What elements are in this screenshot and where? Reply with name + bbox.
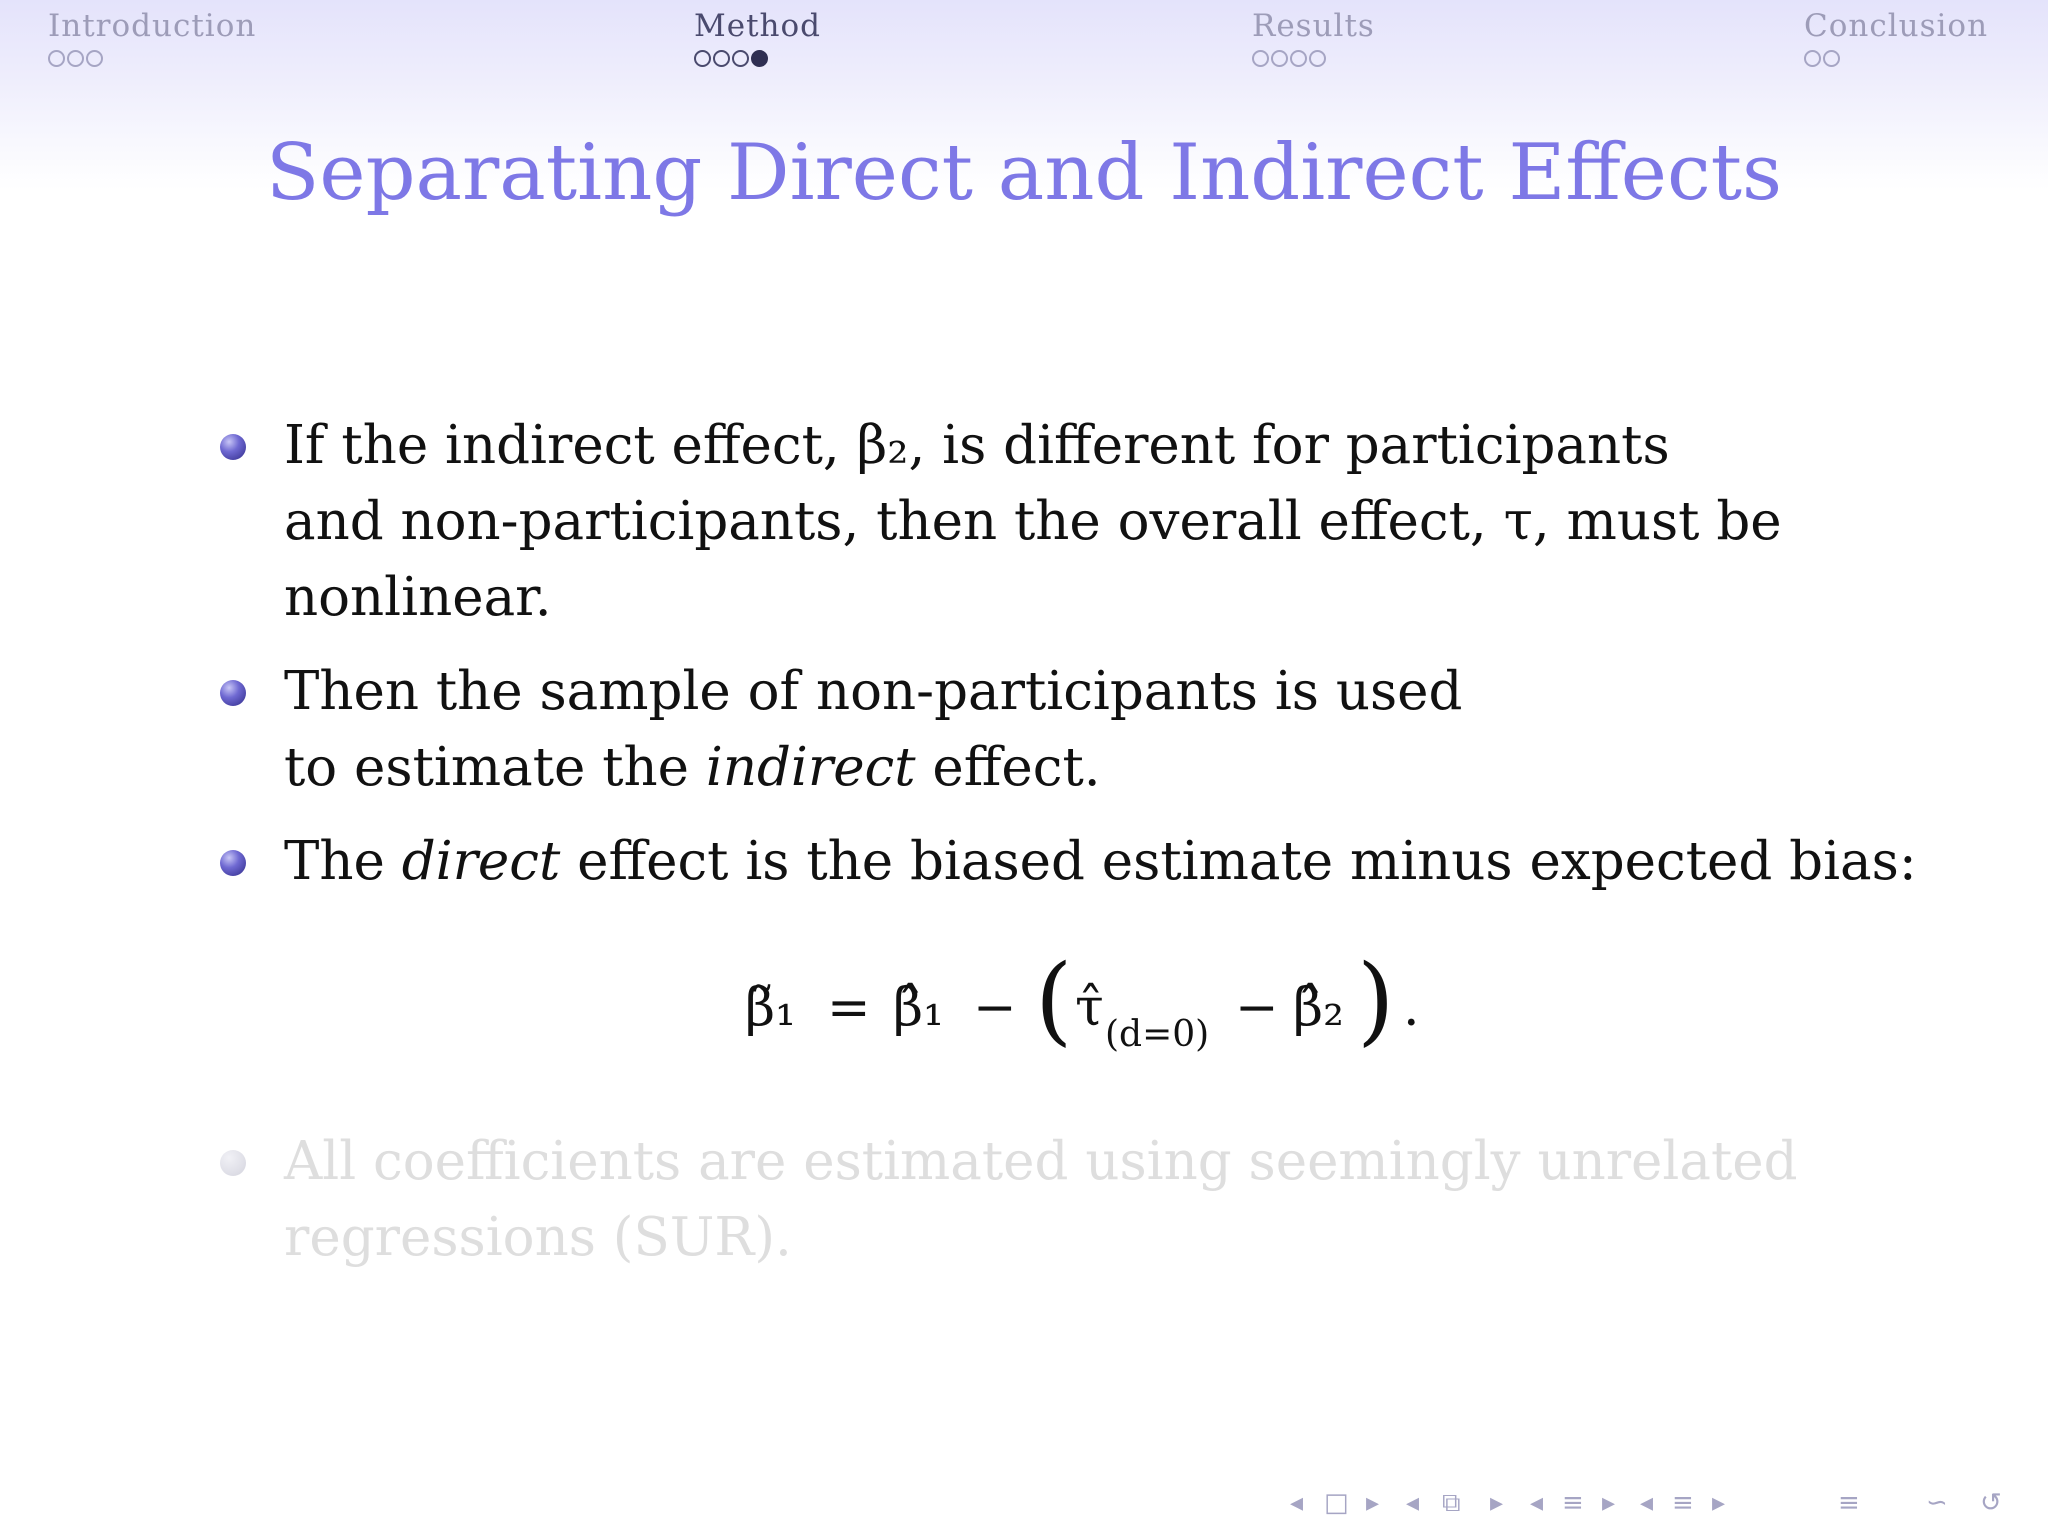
arrow-right-icon[interactable]: ▸: [1602, 1488, 1616, 1518]
slide-dot[interactable]: [1804, 50, 1821, 67]
equation-minus: −: [1235, 978, 1279, 1038]
bullet-line: nonlinear.: [284, 567, 552, 628]
bullet-icon: [220, 1150, 246, 1176]
section-icon[interactable]: ≡: [1562, 1488, 1584, 1518]
slide-dot[interactable]: [732, 50, 749, 67]
equation-tau: τ̂: [1075, 978, 1104, 1038]
bullet-line: The direct effect is the biased estimate minus expected bias:: [284, 831, 1917, 892]
equation-period: .: [1403, 978, 1420, 1038]
nav-slide-dots: [48, 50, 256, 72]
bullet-icon: [220, 850, 246, 876]
equation-equals: =: [827, 978, 871, 1038]
arrow-right-icon[interactable]: ▸: [1490, 1488, 1504, 1518]
arrow-right-icon[interactable]: ▸: [1366, 1488, 1380, 1518]
search-icon[interactable]: ∽: [1926, 1488, 1948, 1518]
equation-term: β̂₂: [1293, 978, 1344, 1038]
nav-section-label[interactable]: Method: [694, 8, 822, 44]
bullet-icon: [220, 680, 246, 706]
equation-close-paren: ): [1357, 944, 1395, 1056]
nav-section-introduction[interactable]: [48, 8, 256, 72]
slide-dot-current[interactable]: [751, 50, 768, 67]
slide-dot[interactable]: [1290, 50, 1307, 67]
slide-dot[interactable]: [713, 50, 730, 67]
bullet-line: If the indirect effect, β₂, is different for participants: [284, 415, 1670, 476]
section-icon[interactable]: ≡: [1672, 1488, 1694, 1518]
bullet-line: to estimate the indirect effect.: [284, 737, 1101, 798]
equation-tau-subscript: (d=0): [1105, 1014, 1210, 1055]
equation-open-paren: (: [1035, 944, 1073, 1056]
back-icon[interactable]: ↺: [1980, 1488, 2002, 1518]
equation-lhs: β̃₁: [745, 978, 796, 1038]
nav-slide-dots: [1252, 50, 1375, 72]
equation-direct-effect: [745, 944, 1445, 1078]
bullet-line: Then the sample of non-participants is used: [284, 661, 1463, 722]
slide-dot[interactable]: [48, 50, 65, 67]
slide-dot[interactable]: [694, 50, 711, 67]
subsection-icon[interactable]: ⧉: [1442, 1488, 1461, 1518]
arrow-left-icon[interactable]: ◂: [1640, 1488, 1654, 1518]
arrow-left-icon[interactable]: ◂: [1530, 1488, 1544, 1518]
arrow-left-icon[interactable]: ◂: [1290, 1488, 1304, 1518]
nav-slide-dots: [694, 50, 821, 72]
nav-section-method[interactable]: [694, 8, 821, 72]
slide-dot[interactable]: [67, 50, 84, 67]
align-icon[interactable]: ≡: [1838, 1488, 1860, 1518]
nav-section-label[interactable]: Introduction: [48, 8, 257, 44]
slide-dot[interactable]: [1252, 50, 1269, 67]
frame-icon[interactable]: □: [1324, 1488, 1349, 1518]
nav-slide-dots: [1804, 50, 1988, 72]
nav-section-label[interactable]: Conclusion: [1804, 8, 1989, 44]
nav-section-label[interactable]: Results: [1252, 8, 1375, 44]
nav-section-results[interactable]: [1252, 8, 1375, 72]
slide-dot[interactable]: [1309, 50, 1326, 67]
nav-section-conclusion[interactable]: [1804, 8, 1988, 72]
slide-dot[interactable]: [86, 50, 103, 67]
bullet-line: and non-participants, then the overall effect, τ, must be: [284, 491, 1782, 552]
bullet-line: All coefficients are estimated using seemingly unrelated: [284, 1131, 1798, 1192]
arrow-right-icon[interactable]: ▸: [1712, 1488, 1726, 1518]
slide-dot[interactable]: [1823, 50, 1840, 67]
equation-minus: −: [973, 978, 1017, 1038]
bullet-icon: [220, 434, 246, 460]
equation-term: β̂₁: [893, 978, 944, 1038]
slide-dot[interactable]: [1271, 50, 1288, 67]
bullet-line: regressions (SUR).: [284, 1207, 792, 1268]
arrow-left-icon[interactable]: ◂: [1406, 1488, 1420, 1518]
slide-title: Separating Direct and Indirect Effects: [265, 128, 1783, 218]
